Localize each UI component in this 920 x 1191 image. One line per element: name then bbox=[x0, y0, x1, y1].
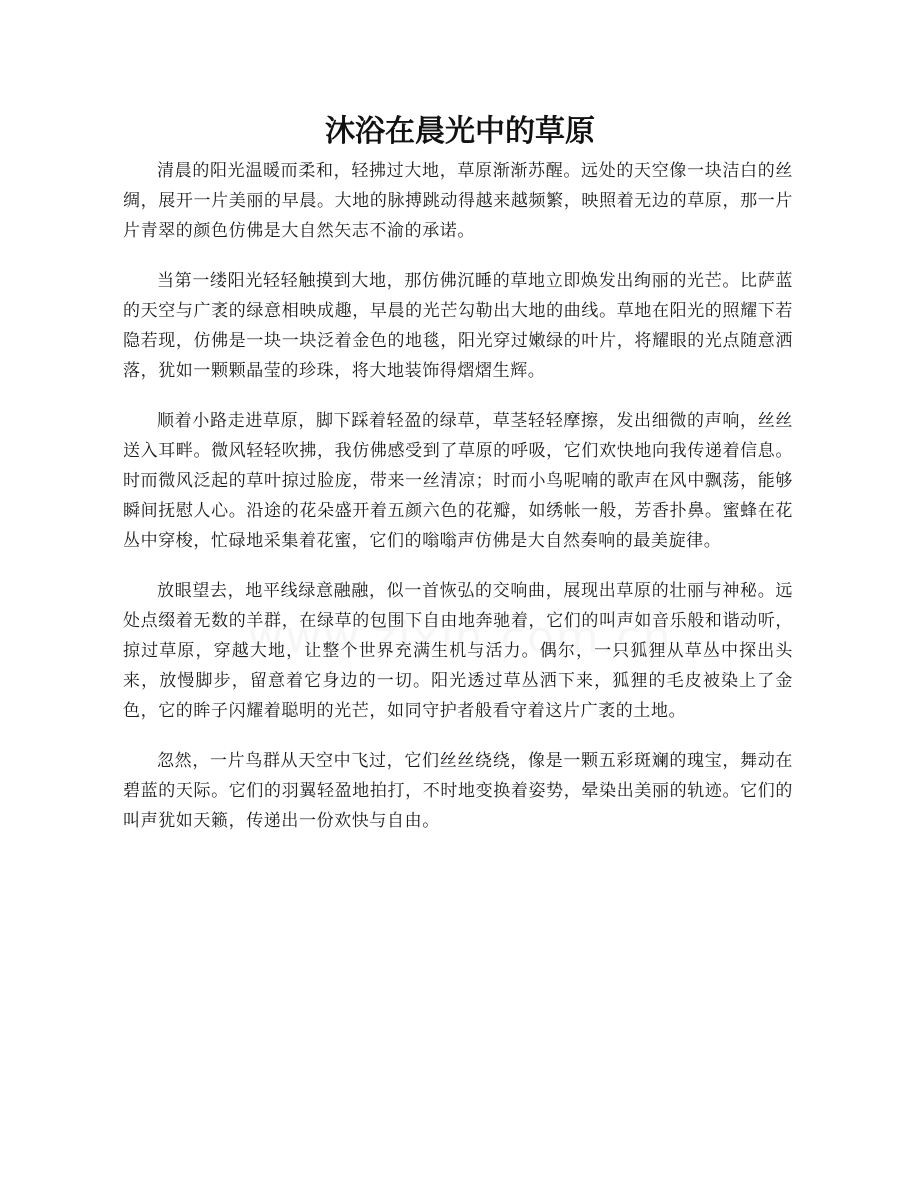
paragraph-5: 忽然，一片鸟群从天空中飞过，它们丝丝绕绕，像是一颗五彩斑斓的瑰宝，舞动在碧蓝的天际。它们的羽翼轻盈地拍打，不时地变换着姿势，晕染出美丽的轨迹。它们的叫声犹如天籁，传递出一份欢快与自由。 bbox=[123, 751, 793, 831]
paragraph-2: 当第一缕阳光轻轻触摸到大地，那仿佛沉睡的草地立即焕发出绚丽的光芒。比萨蓝的天空与广袤的绿意相映成趣，早晨的光芒勾勒出大地的曲线。草地在阳光的照耀下若隐若现，仿佛是一块一块泛着金色的地毯，阳光穿过嫩绿的叶片，将耀眼的光点随意洒落，犹如一颗颗晶莹的珍珠，将大地装饰得熠熠生辉。 bbox=[123, 271, 793, 381]
page-title: 沐浴在晨光中的草原 bbox=[325, 114, 595, 149]
paragraph-3: 顺着小路走进草原，脚下踩着轻盈的绿草，草茎轻轻摩擦，发出细微的声响，丝丝送入耳畔。微风轻轻吹拂，我仿佛感受到了草原的呼吸，它们欢快地向我传递着信息。时而微风泛起的草叶掠过脸庞，带来一丝清凉；时而小鸟呢喃的歌声在风中飘荡，能够瞬间抚慰人心。沿途的花朵盛开着五颜六色的花瓣，如绣帐一般，芳香扑鼻。蜜蜂在花丛中穿梭，忙碌地采集着花蜜，它们的嗡嗡声仿佛是大自然奏响的最美旋律。 bbox=[123, 411, 793, 551]
document-body bbox=[123, 156, 793, 856]
paragraph-1: 清晨的阳光温暖而柔和，轻拂过大地，草原渐渐苏醒。远处的天空像一块洁白的丝绸，展开一片美丽的早晨。大地的脉搏跳动得越来越频繁，映照着无边的草原，那一片片青翠的颜色仿佛是大自然矢志不渝的承诺。 bbox=[123, 161, 793, 241]
paragraph-4: 放眼望去，地平线绿意融融，似一首恢弘的交响曲，展现出草原的壮丽与神秘。远处点缀着无数的羊群，在绿草的包围下自由地奔驰着，它们的叫声如音乐般和谐动听，掠过草原，穿越大地，让整个世界充满生机与活力。偶尔，一只狐狸从草丛中探出头来，放慢脚步，留意着它身边的一切。阳光透过草丛洒下来，狐狸的毛皮被染上了金色，它的眸子闪耀着聪明的光芒，如同守护者般看守着这片广袤的土地。 bbox=[123, 581, 793, 721]
